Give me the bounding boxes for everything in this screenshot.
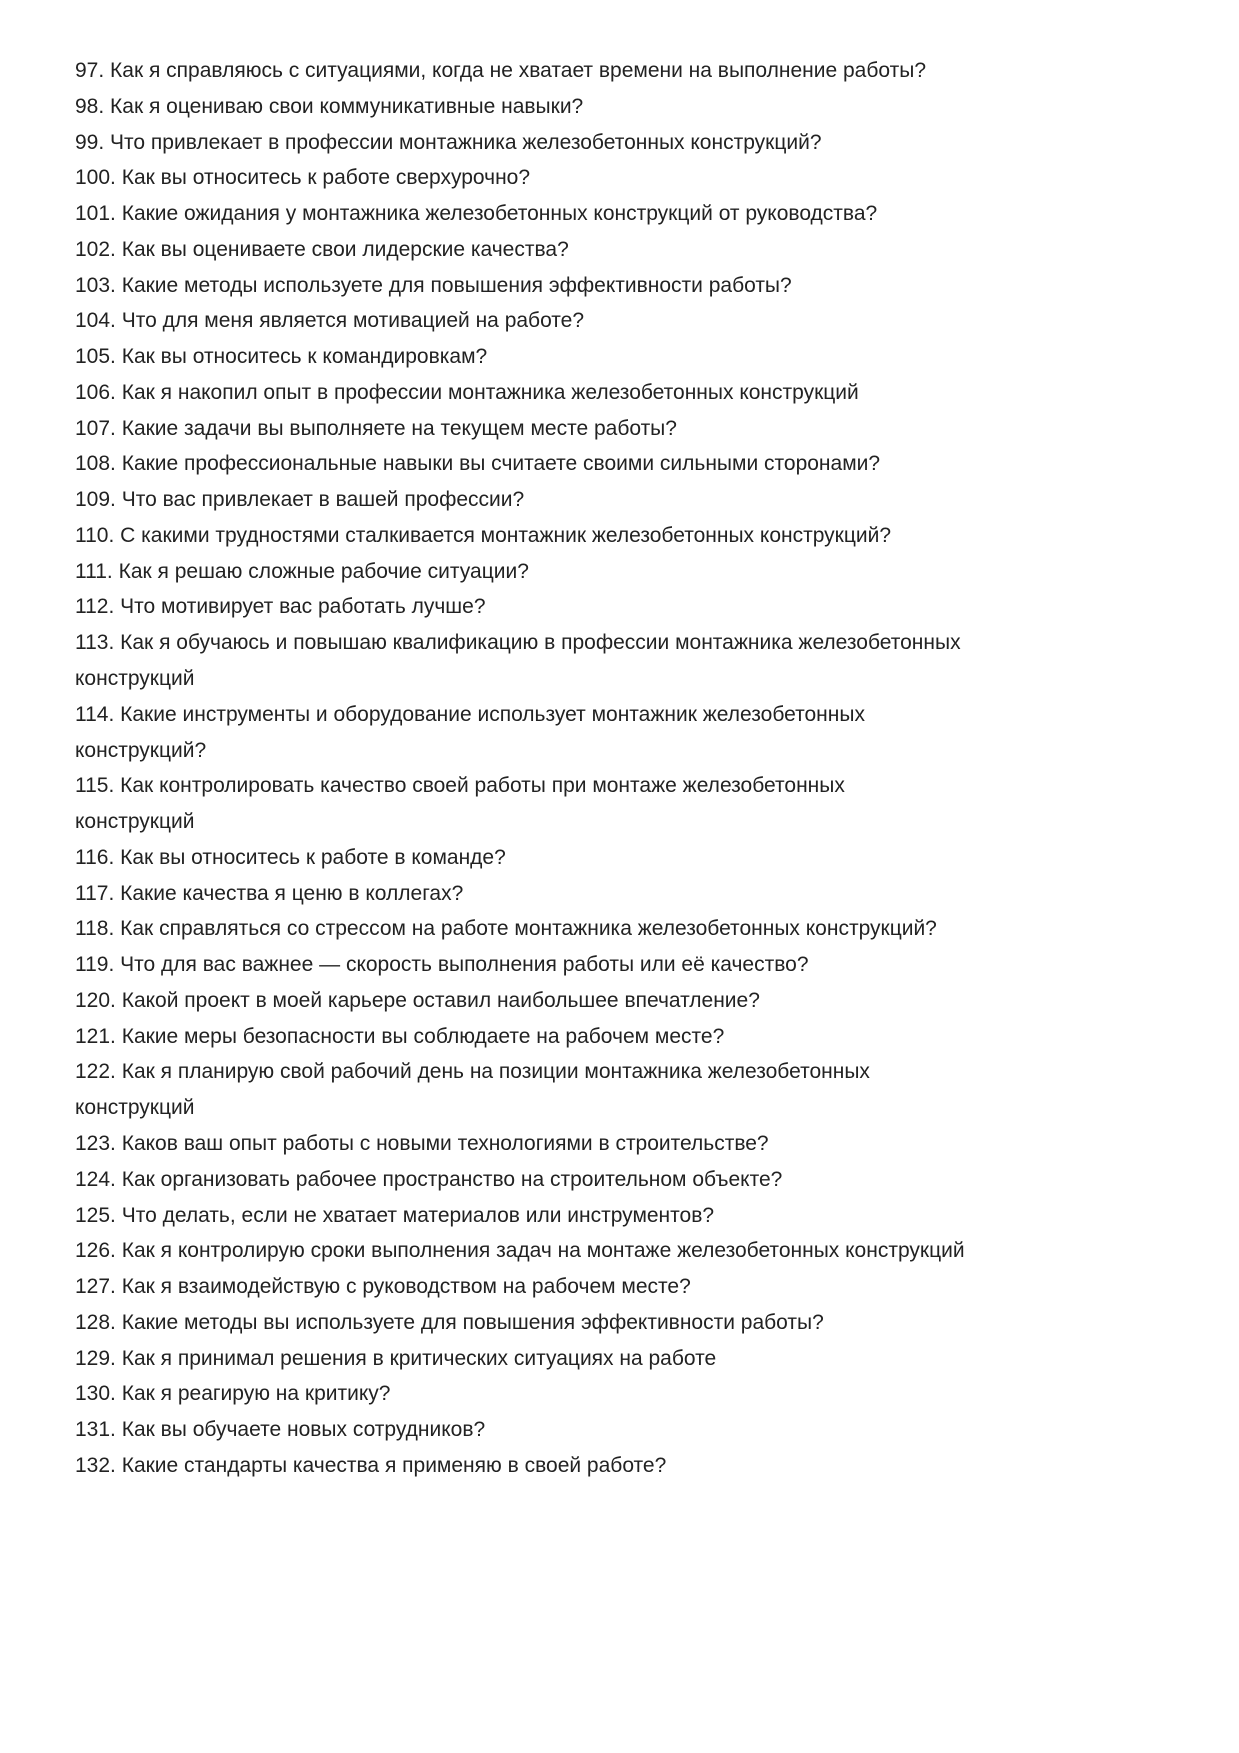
question-text: 123. Каков ваш опыт работы с новыми технологиями в строительстве? [75, 1131, 769, 1155]
question-item [75, 1233, 1175, 1269]
question-item [75, 89, 1175, 125]
question-item [75, 697, 1175, 769]
question-item [75, 554, 1175, 590]
question-text: 126. Как я контролирую сроки выполнения задач на монтаже железобетонных конструкций [75, 1239, 965, 1263]
question-text: 120. Какой проект в моей карьере оставил наибольшее впечатление? [75, 988, 760, 1012]
question-text: 106. Как я накопил опыт в профессии монтажника железобетонных конструкций [75, 380, 859, 404]
question-item [75, 518, 1175, 554]
question-text: 108. Какие профессиональные навыки вы считаете своими сильными сторонами? [75, 452, 881, 476]
question-text: 114. Какие инструменты и оборудование использует монтажник железобетонных [75, 702, 865, 726]
question-text: 113. Как я обучаюсь и повышаю квалификацию в профессии монтажника железобетонных [75, 631, 961, 655]
question-item [75, 1412, 1175, 1448]
question-text-continuation: конструкций [75, 667, 195, 691]
question-item [75, 911, 1175, 947]
question-text: 122. Как я планирую свой рабочий день на позиции монтажника железобетонных [75, 1060, 870, 1084]
question-text: 116. Как вы относитесь к работе в команде? [75, 845, 506, 869]
question-item [75, 1126, 1175, 1162]
question-text: 129. Как я принимал решения в критических ситуациях на работе [75, 1346, 717, 1370]
question-item [75, 268, 1175, 304]
question-text: 131. Как вы обучаете новых сотрудников? [75, 1418, 486, 1442]
question-text: 102. Как вы оцениваете свои лидерские качества? [75, 237, 569, 261]
question-item [75, 840, 1175, 876]
question-item [75, 983, 1175, 1019]
question-item [75, 125, 1175, 161]
question-text: 111. Как я решаю сложные рабочие ситуации? [75, 559, 529, 583]
question-item [75, 53, 1175, 89]
question-text: 118. Как справляться со стрессом на работе монтажника железобетонных конструкций? [75, 917, 937, 941]
question-text: 124. Как организовать рабочее пространство на строительном объекте? [75, 1167, 783, 1191]
question-item [75, 1448, 1175, 1484]
question-item [75, 375, 1175, 411]
question-text: 110. С какими трудностями сталкивается монтажник железобетонных конструкций? [75, 523, 892, 547]
question-text: 107. Какие задачи вы выполняете на текущем месте работы? [75, 416, 677, 440]
question-text-continuation: конструкций [75, 1096, 195, 1120]
question-item [75, 768, 1175, 840]
question-item [75, 1162, 1175, 1198]
question-item [75, 196, 1175, 232]
question-text: 103. Какие методы используете для повышения эффективности работы? [75, 273, 792, 297]
question-text: 97. Как я справляюсь с ситуациями, когда не хватает времени на выполнение работы? [75, 59, 926, 82]
question-text: 121. Какие меры безопасности вы соблюдаете на рабочем месте? [75, 1024, 725, 1048]
question-item [75, 947, 1175, 983]
question-item [75, 232, 1175, 268]
question-item [75, 1054, 1175, 1126]
question-text: 109. Что вас привлекает в вашей профессии? [75, 488, 525, 512]
question-text-continuation: конструкций [75, 810, 195, 834]
question-item [75, 303, 1175, 339]
question-text: 98. Как я оцениваю свои коммуникативные навыки? [75, 94, 584, 118]
question-text: 105. Как вы относитесь к командировкам? [75, 345, 488, 369]
question-item [75, 1376, 1175, 1412]
question-text: 125. Что делать, если не хватает материалов или инструментов? [75, 1203, 715, 1227]
question-item [75, 1341, 1175, 1377]
question-list [75, 53, 1175, 1484]
question-item [75, 1198, 1175, 1234]
question-item [75, 482, 1175, 518]
question-text: 117. Какие качества я ценю в коллегах? [75, 881, 464, 905]
question-text: 112. Что мотивирует вас работать лучше? [75, 595, 486, 619]
question-text: 100. Как вы относитесь к работе сверхурочно? [75, 166, 531, 190]
question-text: 130. Как я реагирую на критику? [75, 1382, 391, 1406]
question-text: 128. Какие методы вы используете для повышения эффективности работы? [75, 1310, 824, 1334]
question-item [75, 339, 1175, 375]
question-item [75, 1019, 1175, 1055]
question-item [75, 411, 1175, 447]
question-text: 132. Какие стандарты качества я применяю в своей работе? [75, 1453, 667, 1477]
question-item [75, 160, 1175, 196]
question-item [75, 1269, 1175, 1305]
question-text: 115. Как контролировать качество своей работы при монтаже железобетонных [75, 774, 845, 798]
question-text: 104. Что для меня является мотивацией на работе? [75, 309, 585, 333]
question-item [75, 1305, 1175, 1341]
question-item [75, 876, 1175, 912]
question-text: 99. Что привлекает в профессии монтажника железобетонных конструкций? [75, 130, 822, 154]
question-text: 127. Как я взаимодействую с руководством на рабочем месте? [75, 1275, 691, 1299]
question-text: 101. Какие ожидания у монтажника железобетонных конструкций от руководства? [75, 202, 878, 226]
question-item [75, 589, 1175, 625]
question-item [75, 625, 1175, 697]
question-text: 119. Что для вас важнее — скорость выполнения работы или её качество? [75, 953, 809, 977]
question-item [75, 446, 1175, 482]
question-text-continuation: конструкций? [75, 738, 207, 762]
